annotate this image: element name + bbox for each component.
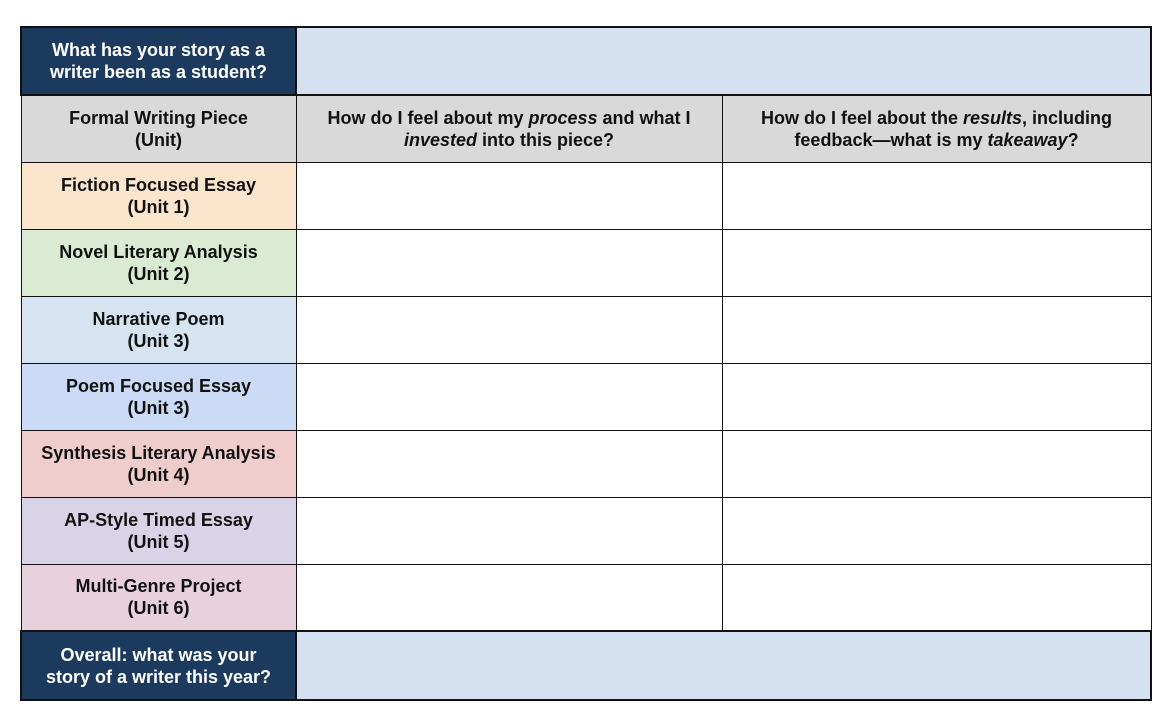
row-label-unit-5 [21,497,296,564]
top-prompt-line2: writer been as a student? [49,62,268,82]
table-row [21,363,1151,430]
row-label-unit-3-poem [21,296,296,363]
row-unit: (Unit 6) [127,598,190,619]
header-col-process-line1 [305,107,714,129]
top-prompt-row [21,27,1151,95]
header-text: How do I feel about my [327,107,529,128]
row-label-unit-6 [21,564,296,631]
row-unit: (Unit 4) [127,464,190,485]
table-row [21,296,1151,363]
process-answer-cell[interactable] [296,564,722,631]
process-answer-cell[interactable] [296,430,722,497]
header-col-piece-line2: (Unit) [135,129,182,150]
header-col-process-line2 [305,129,714,151]
process-answer-cell[interactable] [296,162,722,229]
header-col-results-line2 [731,129,1143,151]
row-title: Narrative Poem [92,308,225,329]
table-row [21,564,1151,631]
header-text: How do I feel about the [760,107,963,128]
row-label-unit-4 [21,430,296,497]
header-emphasis: takeaway [987,129,1068,150]
results-answer-cell[interactable] [722,430,1151,497]
top-answer-field[interactable] [296,27,1151,95]
bottom-prompt-row [21,631,1151,700]
row-title: Novel Literary Analysis [59,241,258,262]
results-answer-cell[interactable] [722,497,1151,564]
top-prompt-cell [21,27,296,95]
row-label-unit-1 [21,162,296,229]
bottom-prompt-line1: Overall: what was your [60,644,257,665]
table-row [21,162,1151,229]
row-title: Fiction Focused Essay [60,174,257,195]
header-col-process [296,95,722,162]
header-col-results-line1 [731,107,1143,129]
row-title: AP-Style Timed Essay [64,509,253,530]
header-emphasis: invested [403,129,477,150]
table-row [21,430,1151,497]
table-row [21,229,1151,296]
results-answer-cell[interactable] [722,229,1151,296]
results-answer-cell[interactable] [722,363,1151,430]
row-label-unit-3-essay [21,363,296,430]
row-unit: (Unit 3) [127,397,190,418]
results-answer-cell[interactable] [722,564,1151,631]
header-text: , including [1022,107,1113,128]
header-col-piece [21,95,296,162]
bottom-answer-field[interactable] [296,631,1151,700]
header-row [21,95,1151,162]
process-answer-cell[interactable] [296,497,722,564]
row-unit: (Unit 2) [127,263,190,284]
reflection-table [20,26,1152,701]
header-text: and what I [597,107,691,128]
results-answer-cell[interactable] [722,296,1151,363]
bottom-prompt-cell [21,631,296,700]
header-col-results [722,95,1151,162]
top-prompt-line1: What has your story as a [51,40,266,60]
header-text: ? [1067,129,1079,150]
process-answer-cell[interactable] [296,229,722,296]
header-col-piece-line1: Formal Writing Piece [69,107,248,128]
process-answer-cell[interactable] [296,363,722,430]
reflection-worksheet [20,26,1150,700]
row-unit: (Unit 1) [127,196,190,217]
row-unit: (Unit 5) [127,531,190,552]
header-emphasis: process [528,107,598,128]
header-text: into this piece? [477,129,615,150]
row-title: Multi-Genre Project [75,576,242,597]
row-title: Poem Focused Essay [65,375,252,396]
row-title: Synthesis Literary Analysis [41,442,276,463]
header-emphasis: results [962,107,1023,128]
process-answer-cell[interactable] [296,296,722,363]
row-unit: (Unit 3) [127,330,190,351]
bottom-prompt-line2: story of a writer this year? [45,666,272,687]
header-text: feedback—what is my [794,129,988,150]
row-label-unit-2 [21,229,296,296]
results-answer-cell[interactable] [722,162,1151,229]
table-row [21,497,1151,564]
